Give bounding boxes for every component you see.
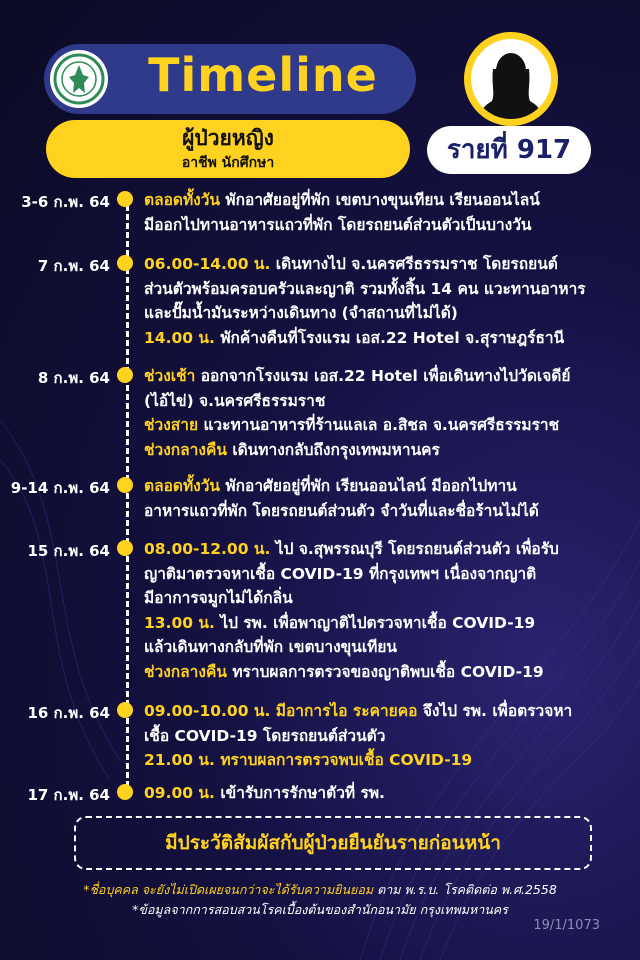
document-code: 19/1/1073 — [533, 918, 600, 933]
timeline-details — [144, 781, 634, 806]
detail-text: แล้วเดินทางกลับที่พัก เขตบางขุนเทียน — [144, 638, 398, 656]
highlight-text: 09.00 น. — [144, 784, 215, 802]
timeline-detail-line — [144, 635, 634, 660]
detail-text: เดินทางกลับถึงกรุงเทพมหานคร — [226, 440, 440, 459]
case-number-badge: รายที่ 917 — [427, 126, 591, 174]
timeline-date: 17 ก.พ. 64 — [27, 786, 110, 804]
timeline-date: 16 ก.พ. 64 — [27, 704, 110, 722]
timeline-detail-line — [144, 277, 634, 302]
highlight-text: 14.00 น. — [144, 328, 215, 347]
contact-history-note: มีประวัติสัมผัสกับผู้ป่วยยืนยันรายก่อนหน้า — [74, 816, 592, 870]
timeline-detail-line — [144, 438, 634, 463]
patient-occupation: อาชีพ นักศึกษา — [181, 155, 275, 171]
highlight-text: 13.00 น. — [144, 613, 215, 632]
detail-text: ไป รพ. เพื่อพาญาติไปตรวจหาเชื้อ COVID-19 — [214, 613, 536, 632]
timeline-detail-line — [144, 748, 634, 773]
detail-text: พักอาศัยอยู่ที่พัก เรียนออนไลน์ มีออกไปทาน — [220, 477, 517, 495]
timeline-detail-line — [144, 213, 634, 238]
highlight-text: ช่วงสาย — [144, 416, 199, 434]
detail-text: มีอาการจมูกไม่ได้กลิ่น — [144, 589, 293, 607]
source-note: *ข้อมูลจากการสอบสวนโรคเบื้องต้นของสำนักอนามัย กรุงเทพมหานคร — [132, 902, 508, 917]
detail-text: เดินทางไป จ.นครศรีธรรมราช โดยรถยนต์ — [270, 255, 558, 273]
timeline-dot-icon — [117, 540, 133, 556]
detail-text: เชื้อ COVID-19 โดยรถยนต์ส่วนตัว — [144, 726, 386, 745]
detail-text: ญาติมาตรวจหาเชื้อ COVID-19 ที่กรุงเทพฯ เนื่องจากญาติ — [144, 564, 537, 583]
timeline-date: 8 ก.พ. 64 — [37, 369, 110, 387]
timeline-detail-line — [144, 364, 634, 389]
timeline-dot-icon — [117, 255, 133, 271]
highlight-text: 08.00-12.00 น. — [144, 540, 271, 558]
timeline-details — [144, 474, 634, 523]
highlight-text: ช่วงกลางคืน — [144, 662, 227, 681]
timeline-dot-icon — [117, 702, 133, 718]
detail-text: พักค้างคืนที่โรงแรม เอส.22 Hotel จ.สุราษฎร์ธานี — [214, 328, 565, 347]
timeline-detail-line — [144, 326, 634, 351]
timeline-details — [144, 537, 634, 684]
timeline-detail-line — [144, 611, 634, 636]
detail-text: ออกจากโรงแรม เอส.22 Hotel เพื่อเดินทางไปวัดเจดีย์ — [195, 367, 571, 385]
timeline-dot-icon — [117, 191, 133, 207]
highlight-text: 21.00 น. — [144, 751, 215, 769]
highlight-text: ทราบผลการตรวจพบเชื้อ COVID-19 — [220, 751, 473, 769]
detail-text: ไป จ.สุพรรณบุรี โดยรถยนต์ส่วนตัว เพื่อรับ — [270, 540, 559, 558]
timeline-detail-line — [144, 699, 634, 724]
highlight-text: 09.00-10.00 น. — [144, 702, 271, 720]
timeline-date: 9-14 ก.พ. 64 — [10, 479, 110, 497]
detail-text: มีออกไปทานอาหารแถวที่พัก โดยรถยนต์ส่วนตัวเป็นบางวัน — [144, 215, 532, 234]
timeline-detail-line — [144, 474, 634, 499]
timeline-dot-icon — [117, 367, 133, 383]
timeline-detail-line — [144, 301, 634, 326]
timeline-dot-icon — [117, 477, 133, 493]
timeline-detail-line — [144, 562, 634, 587]
privacy-note — [20, 880, 620, 900]
timeline-details — [144, 252, 634, 350]
detail-text: พักอาศัยอยู่ที่พัก เขตบางขุนเทียน เรียนออนไลน์ — [220, 191, 540, 209]
timeline-dot-icon — [117, 784, 133, 800]
patient-gender: ผู้ป่วยหญิง — [182, 126, 274, 150]
timeline-detail-line — [144, 724, 634, 749]
detail-text: เข้ารับการรักษาตัวที่ รพ. — [214, 784, 385, 802]
detail-text: และปั๊มน้ำมันระหว่างเดินทาง (จำสถานที่ไม่ได้) — [144, 304, 458, 322]
timeline-details — [144, 364, 634, 462]
person-silhouette-icon — [464, 32, 558, 126]
highlight-text: 06.00-14.00 น. — [144, 255, 271, 273]
highlight-text: มีอาการไอ ระคายคอ — [275, 702, 418, 720]
timeline-detail-line — [144, 188, 634, 213]
timeline-detail-line — [144, 252, 634, 277]
detail-text: ทราบผลการตรวจของญาติพบเชื้อ COVID-19 — [226, 662, 544, 681]
detail-text: (ไอ้ไข่) จ.นครศรีธรรมราช — [144, 391, 326, 410]
highlight-text: ช่วงกลางคืน — [144, 440, 227, 459]
timeline-date: 3-6 ก.พ. 64 — [21, 193, 110, 211]
bangkok-emblem-icon — [50, 50, 108, 108]
timeline-detail-line — [144, 389, 634, 414]
detail-text: แวะทานอาหารที่ร้านแลเล อ.สิชล จ.นครศรีธรรมราช — [198, 416, 560, 434]
timeline-details — [144, 699, 634, 773]
timeline-detail-line — [144, 413, 634, 438]
detail-text: ส่วนตัวพร้อมครอบครัวและญาติ รวมทั้งสิ้น 14 คน แวะทานอาหาร — [144, 279, 586, 298]
timeline-detail-line — [144, 537, 634, 562]
timeline-date: 7 ก.พ. 64 — [37, 257, 110, 275]
privacy-note-highlight: *ชื่อบุคคล จะยังไม่เปิดเผยจนกว่าจะได้รับความยินยอม — [83, 882, 374, 897]
highlight-text: ตลอดทั้งวัน — [144, 191, 221, 209]
privacy-note-law: ตาม พ.ร.บ. โรคติดต่อ พ.ศ.2558 — [373, 882, 557, 897]
timeline-detail-line — [144, 499, 634, 524]
timeline-details — [144, 188, 634, 237]
timeline-detail-line — [144, 586, 634, 611]
page-title: Timeline — [148, 48, 378, 102]
timeline-date: 15 ก.พ. 64 — [27, 542, 110, 560]
timeline-detail-line — [144, 660, 634, 685]
detail-text: อาหารแถวที่พัก โดยรถยนต์ส่วนตัว จำวันที่และชื่อร้านไม่ได้ — [144, 501, 539, 520]
highlight-text: ช่วงเช้า — [144, 367, 196, 385]
timeline-detail-line — [144, 781, 634, 806]
detail-text: จึงไป รพ. เพื่อตรวจหา — [417, 702, 573, 720]
highlight-text: ตลอดทั้งวัน — [144, 477, 221, 495]
